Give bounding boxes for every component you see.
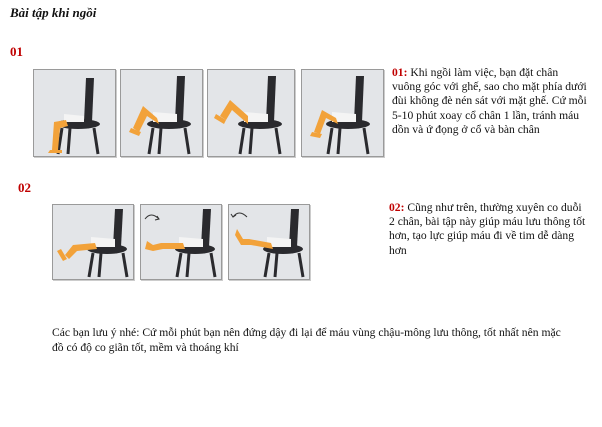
note-text: Các bạn lưu ý nhé: Cứ mỗi phút bạn nên đứng dậy đi lại để máu vùng chậu-mông lưu thông, tốt nhất nên mặc đồ có độ co giãn tốt, mềm và thoáng khí bbox=[52, 326, 561, 354]
section-1-label: 01: bbox=[392, 66, 408, 79]
illustration-4 bbox=[301, 69, 384, 157]
illustration-7 bbox=[228, 204, 310, 280]
illustration-5 bbox=[52, 204, 134, 280]
section-1-description bbox=[392, 66, 588, 137]
section-1-text: Khi ngồi làm việc, bạn đặt chân vuông góc với ghế, sao cho mặt phía dưới đùi không đè nén sát với mặt ghế. Cứ mỗi 5-10 phút xoay cổ chân 1 lần, tránh máu dồn và ứ đọng ở cổ và bàn chân bbox=[392, 66, 587, 136]
section-2-description bbox=[389, 201, 589, 258]
section-2-text: Cũng như trên, thường xuyên co duỗi 2 chân, bài tập này giúp máu lưu thông tốt hơn, tạo lực giúp máu đi về tim dễ dàng hơn bbox=[389, 201, 586, 257]
section-2-number: 02 bbox=[18, 180, 31, 195]
illustration-2 bbox=[120, 69, 203, 157]
illustration-3 bbox=[207, 69, 295, 157]
section-1-number: 01 bbox=[10, 44, 23, 59]
illustration-6 bbox=[140, 204, 222, 280]
section-2-label: 02: bbox=[389, 201, 405, 214]
page-title: Bài tập khi ngồi bbox=[10, 5, 97, 20]
illustration-1 bbox=[33, 69, 116, 157]
